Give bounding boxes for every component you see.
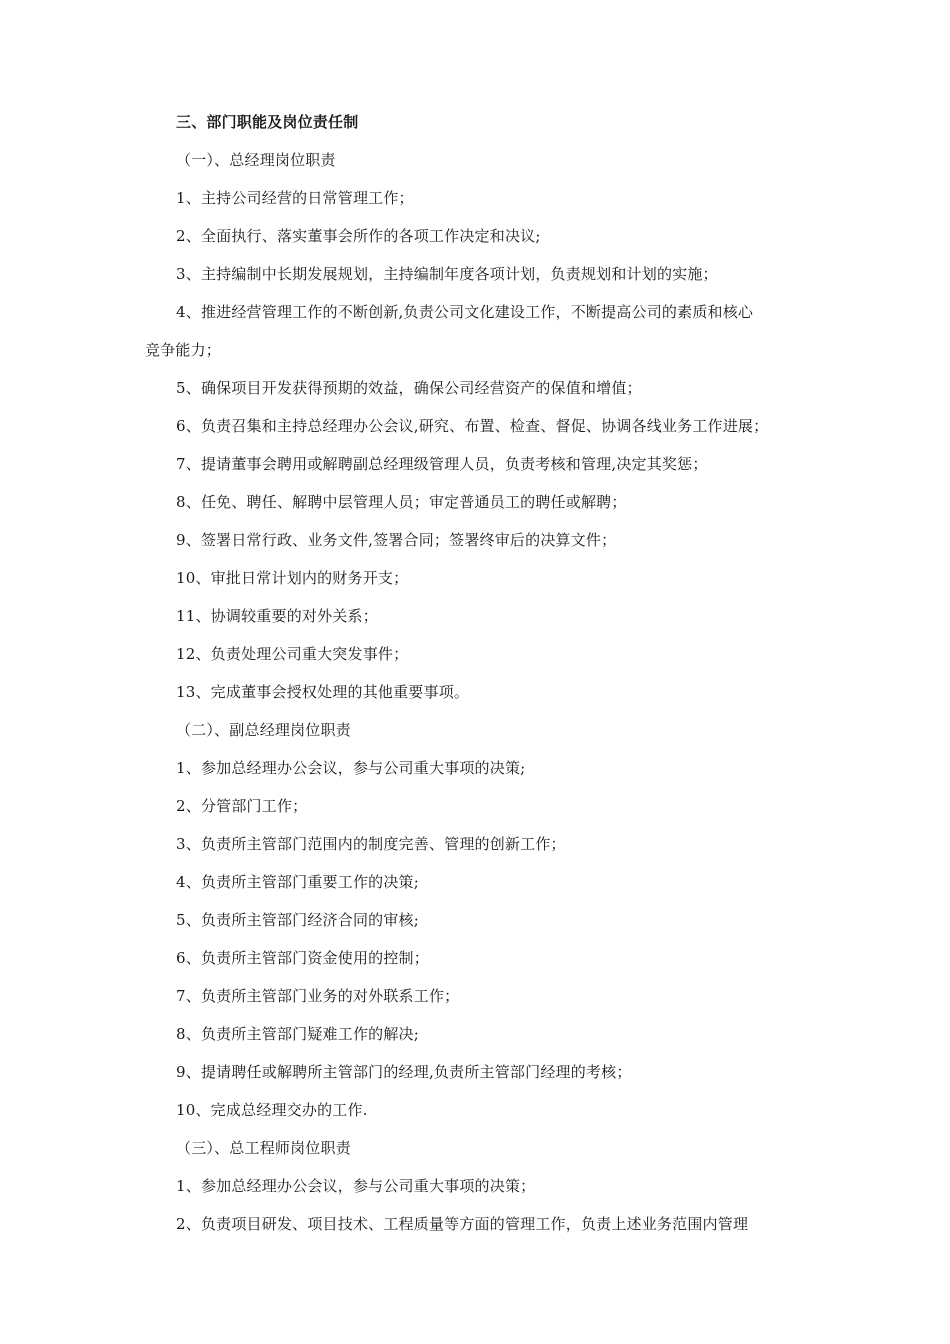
list-item: 6、负责所主管部门资金使用的控制； [176,949,429,967]
list-item: 2、负责项目研发、项目技术、工程质量等方面的管理工作，负责上述业务范围内管理 [176,1215,749,1233]
list-item: 1、参加总经理办公会议，参与公司重大事项的决策; [176,759,526,777]
list-item: 7、负责所主管部门业务的对外联系工作； [176,987,460,1005]
list-item: 8、任免、聘任、解聘中层管理人员；审定普通员工的聘任或解聘； [176,493,627,511]
list-item: 3、负责所主管部门范围内的制度完善、管理的创新工作； [176,835,566,853]
section-heading: （二）、副总经理岗位职责 [176,721,351,739]
list-item: 9、签署日常行政、业务文件,签署合同；签署终审后的决算文件； [176,531,617,549]
section-heading: （三）、总工程师岗位职责 [176,1139,351,1157]
list-item: 10、审批日常计划内的财务开支； [176,569,409,587]
list-item: 11、协调较重要的对外关系； [176,607,378,625]
list-item: 2、全面执行、落实董事会所作的各项工作决定和决议; [176,227,541,245]
document-title: 三、部门职能及岗位责任制 [176,113,359,131]
list-item: 4、推进经营管理工作的不断创新,负责公司文化建设工作，不断提高公司的素质和核心 [176,303,754,321]
list-item: 4、负责所主管部门重要工作的决策; [176,873,419,891]
list-item: 2、分管部门工作； [176,797,308,815]
list-item: 3、主持编制中长期发展规划，主持编制年度各项计划，负责规划和计划的实施； [176,265,718,283]
list-item: 13、完成董事会授权处理的其他重要事项。 [176,683,470,701]
document-body [145,103,815,1243]
list-item: 8、负责所主管部门疑难工作的解决; [176,1025,419,1043]
list-item-continuation: 竞争能力； [145,341,222,359]
list-item: 9、提请聘任或解聘所主管部门的经理,负责所主管部门经理的考核； [176,1063,632,1081]
list-item: 6、负责召集和主持总经理办公会议,研究、布置、检查、督促、协调各线业务工作进展； [176,417,769,435]
list-item: 10、完成总经理交办的工作. [176,1101,368,1119]
list-item: 5、负责所主管部门经济合同的审核; [176,911,419,929]
list-item: 1、参加总经理办公会议，参与公司重大事项的决策； [176,1177,536,1195]
section-heading: （一）、总经理岗位职责 [176,151,336,169]
list-item: 1、主持公司经营的日常管理工作； [176,189,414,207]
list-item: 12、负责处理公司重大突发事件； [176,645,409,663]
list-item: 5、确保项目开发获得预期的效益，确保公司经营资产的保值和增值； [176,379,642,397]
list-item: 7、提请董事会聘用或解聘副总经理级管理人员，负责考核和管理,决定其奖惩； [176,455,708,473]
